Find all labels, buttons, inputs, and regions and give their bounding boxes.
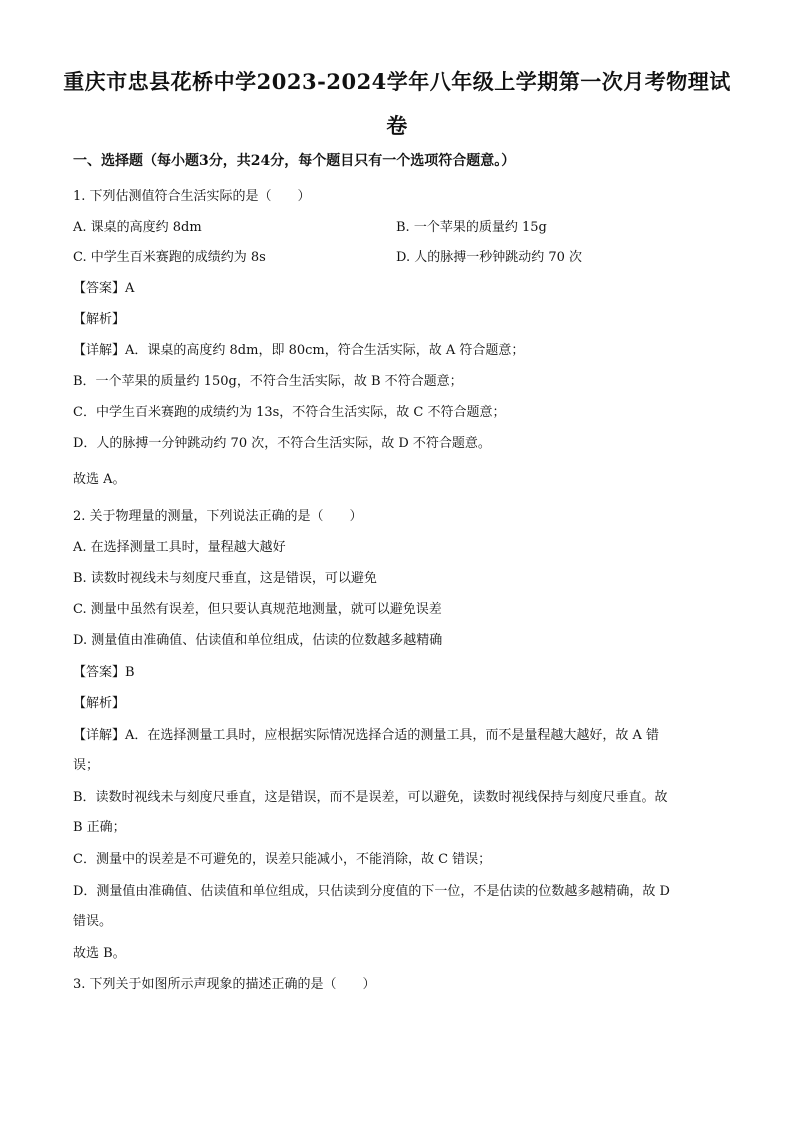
q2-stem: 2. 关于物理量的测量，下列说法正确的是（ ） — [73, 509, 363, 524]
q1-option-d: D. 人的脉搏一秒钟跳动约 70 次 — [396, 250, 583, 265]
q2-option-a: A. 在选择测量工具时，量程越大越好 — [73, 540, 286, 555]
q2-detail-d-line2: 错误。 — [73, 914, 113, 929]
exam-title: 重庆市忠县花桥中学2023-2024学年八年级上学期第一次月考物理试 — [63, 69, 731, 94]
q2-detail-b-line2: B 正确； — [73, 820, 126, 835]
q1-detail-a: 【详解】A．课桌的高度约 8dm，即 80cm，符合生活实际，故 A 符合题意； — [73, 343, 525, 358]
q1-analysis-label: 【解析】 — [73, 312, 126, 327]
q2-detail-b-line1: B．读数时视线未与刻度尺垂直，这是错误，而不是误差，可以避免，读数时视线保持与刻度尺垂直。故 — [73, 790, 668, 805]
exam-title-continued: 卷 — [386, 113, 408, 138]
q1-option-a: A. 课桌的高度约 8dm — [73, 220, 202, 235]
q1-detail-d: D．人的脉搏一分钟跳动约 70 次，不符合生活实际，故 D 不符合题意。 — [73, 436, 491, 451]
q2-option-b: B. 读数时视线未与刻度尺垂直，这是错误，可以避免 — [73, 571, 377, 586]
q1-stem: 1. 下列估测值符合生活实际的是（ ） — [73, 189, 311, 204]
q2-option-c: C. 测量中虽然有误差，但只要认真规范地测量，就可以避免误差 — [73, 602, 442, 617]
q2-detail-a-line2: 误； — [73, 758, 100, 773]
q1-option-b: B. 一个苹果的质量约 15g — [396, 220, 547, 235]
q2-detail-d-line1: D．测量值由准确值、估读值和单位组成，只估读到分度值的下一位，不是估读的位数越多越精确，故 D — [73, 884, 670, 899]
q2-detail-a-line1: 【详解】A．在选择测量工具时，应根据实际情况选择合适的测量工具，而不是量程越大越好，故 A 错 — [73, 728, 660, 743]
q3-stem: 3. 下列关于如图所示声现象的描述正确的是（ ） — [73, 977, 376, 992]
q1-option-c: C. 中学生百米赛跑的成绩约为 8s — [73, 250, 266, 265]
q1-detail-b: B．一个苹果的质量约 150g，不符合生活实际，故 B 不符合题意； — [73, 374, 463, 389]
q1-detail-c: C．中学生百米赛跑的成绩约为 13s，不符合生活实际，故 C 不符合题意； — [73, 405, 506, 420]
q2-answer: 【答案】B — [73, 665, 135, 680]
q2-conclusion: 故选 B。 — [73, 946, 126, 961]
q1-conclusion: 故选 A。 — [73, 472, 126, 487]
section-heading: 一、选择题（每小题3分，共24分，每个题目只有一个选项符合题意。） — [73, 153, 516, 169]
q2-option-d: D. 测量值由准确值、估读值和单位组成，估读的位数越多越精确 — [73, 633, 443, 648]
q1-answer: 【答案】A — [73, 281, 135, 296]
q2-detail-c: C．测量中的误差是不可避免的，误差只能减小，不能消除，故 C 错误； — [73, 852, 492, 867]
q2-analysis-label: 【解析】 — [73, 696, 126, 711]
